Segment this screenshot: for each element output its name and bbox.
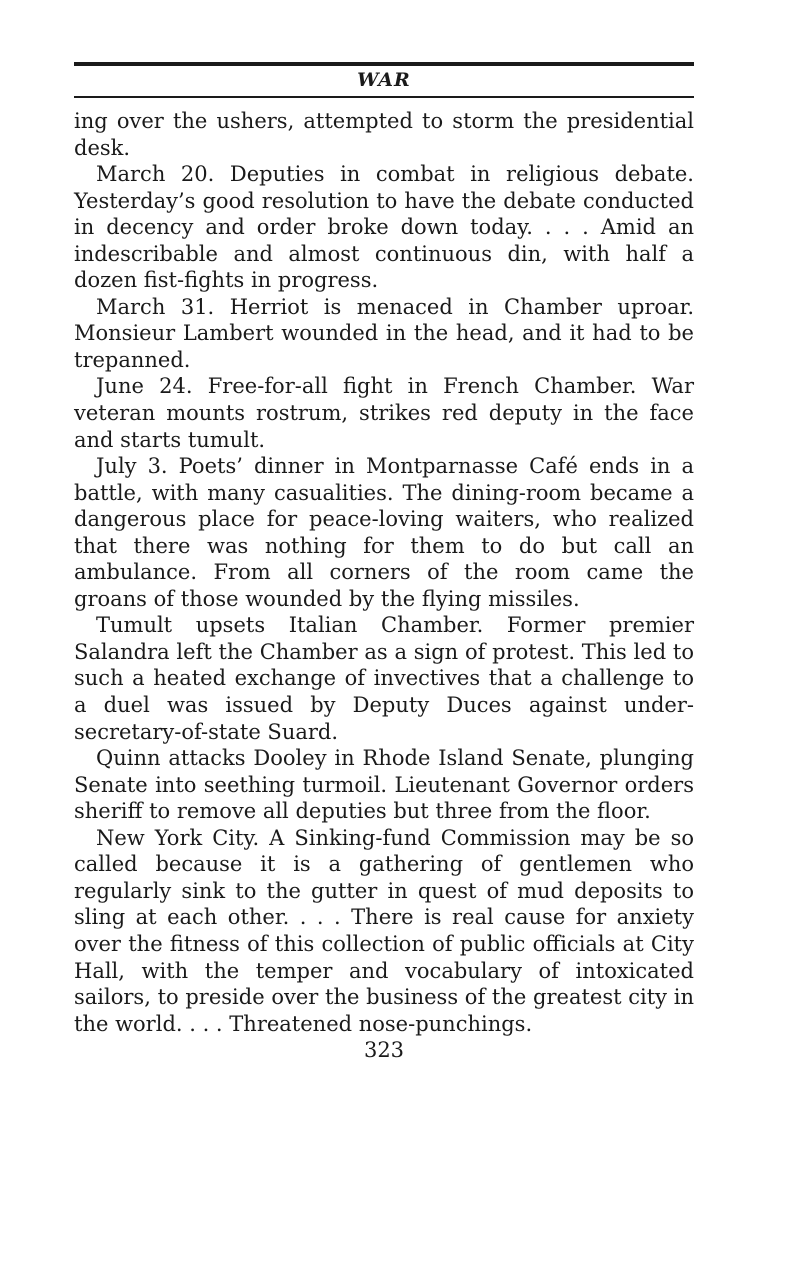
page-number: 323 [363, 1038, 405, 1063]
paragraph-july-3: July 3. Poets’ dinner in Montparnasse Café ends in a battle, with many casualities. The dining-room became a dangerous place for peace-loving waiters, who realized that there was nothing for them to do but call an ambulance. From all corners of the room came the groans of those wounded by the flying missiles. [74, 454, 694, 611]
header-rule-bottom [74, 96, 694, 98]
paragraph-rhode-island: Quinn attacks Dooley in Rhode Island Senate, plunging Senate into seething turmoil. Lieutenant Governor orders sheriff to remove all deputies but three from the floor. [74, 746, 694, 824]
paragraph-italian-chamber: Tumult upsets Italian Chamber. Former premier Salandra left the Chamber as a sign of protest. This led to such a heated exchange of invectives that a challenge to a duel was issued by Deputy Duces against under-secretary-of-state Suard. [74, 613, 694, 744]
paragraph-march-20: March 20. Deputies in combat in religious debate. Yesterday’s good resolution to have the debate conducted in decency and order broke down today. . . . Amid an indescribable and almost continuous din, with half a dozen fist-fights in progress. [74, 162, 694, 293]
running-head: WAR [357, 69, 411, 91]
body-text [74, 108, 694, 1037]
paragraph-continuation: ing over the ushers, attempted to storm the presidential desk. [74, 109, 694, 160]
paragraph-june-24: June 24. Free-for-all fight in French Chamber. War veteran mounts rostrum, strikes red deputy in the face and starts tumult. [74, 374, 694, 452]
paragraph-march-31: March 31. Herriot is menaced in Chamber uproar. Monsieur Lambert wounded in the head, and it had to be trepanned. [74, 294, 694, 372]
paragraph-new-york: New York City. A Sinking-fund Commission may be so called because it is a gathering of gentlemen who regularly sink to the gutter in quest of mud deposits to sling at each other. . . . There is real cause for anxiety over the fitness of this collection of public officials at City Hall, with the temper and vocabulary of intoxicated sailors, to preside over the business of the greatest city in the world. . . . Threatened nose-punchings. [74, 825, 694, 1036]
book-page [74, 62, 694, 1063]
